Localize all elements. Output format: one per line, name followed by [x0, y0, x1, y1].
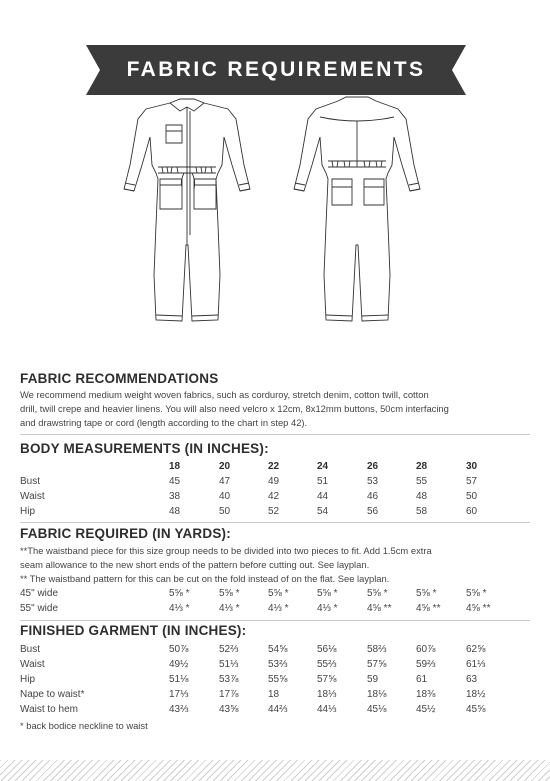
table-cell: 52 [268, 506, 280, 517]
table-cell: 60 [466, 506, 478, 517]
table-cell: 5⅝ * [268, 588, 289, 599]
table-cell: 17⅞ [219, 689, 239, 700]
table-cell: 59⅔ [416, 659, 436, 670]
table-cell: 18½ [466, 689, 486, 700]
table-cell: 4⅓ * [169, 603, 190, 614]
table-cell: 4⅓ * [268, 603, 289, 614]
table-cell: 43⅝ [219, 704, 239, 715]
section-divider [20, 522, 530, 523]
size-label: 18 [169, 461, 181, 472]
size-label: 26 [367, 461, 379, 472]
table-cell: 48 [416, 491, 428, 502]
table-cell: 63 [466, 674, 478, 685]
table-cell: 58⅔ [367, 644, 387, 655]
table-cell: 18 [268, 689, 280, 700]
row-label: 45" wide [20, 588, 59, 599]
size-label: 20 [219, 461, 231, 472]
table-cell: 55⅝ [268, 674, 288, 685]
table-cell: 4⅓ * [317, 603, 338, 614]
table-cell: 38 [169, 491, 181, 502]
table-row [20, 491, 530, 504]
table-cell: 57 [466, 476, 478, 487]
section-divider [20, 620, 530, 621]
table-cell: 53⅔ [268, 659, 288, 670]
table-cell: 18⅛ [367, 689, 387, 700]
row-label: Hip [20, 506, 36, 517]
table-cell: 5⅝ * [219, 588, 240, 599]
section-heading-fabric-recommendations: FABRIC RECOMMENDATIONS [20, 371, 219, 386]
table-row [20, 603, 530, 616]
table-cell: 50 [219, 506, 231, 517]
table-cell: 52⅔ [219, 644, 239, 655]
table-cell: 57⅝ [367, 659, 387, 670]
table-cell: 61⅓ [466, 659, 486, 670]
table-cell: 49 [268, 476, 280, 487]
fabric-required-note: ** The waistband pattern for this can be cut on the fold instead of on the flat. See layplan. [20, 573, 390, 584]
table-cell: 44⅓ [317, 704, 337, 715]
table-cell: 55 [416, 476, 428, 487]
table-cell: 17⅓ [169, 689, 189, 700]
table-cell: 44 [317, 491, 329, 502]
table-cell: 4⅝ ** [466, 603, 491, 614]
table-cell: 50 [466, 491, 478, 502]
row-label: Waist [20, 491, 45, 502]
table-row [20, 674, 530, 687]
table-cell: 4⅝ ** [416, 603, 441, 614]
size-header-row [20, 461, 530, 474]
finished-garment-footnote: * back bodice neckline to waist [20, 720, 148, 731]
table-cell: 43⅔ [169, 704, 189, 715]
table-row [20, 644, 530, 657]
table-cell: 44⅔ [268, 704, 288, 715]
recommendations-line: drill, twill crepe and heavier linens. You will also need velcro x 12cm, 8x12mm buttons, 50cm interfacing [20, 403, 449, 414]
page-title: FABRIC REQUIREMENTS [126, 58, 426, 81]
table-cell: 62⅝ [466, 644, 486, 655]
table-cell: 18⅜ [416, 689, 436, 700]
table-cell: 49½ [169, 659, 189, 670]
back-view-drawing [294, 97, 420, 321]
table-cell: 54 [317, 506, 329, 517]
table-cell: 61 [416, 674, 428, 685]
fabric-required-note: seam allowance to the new short ends of the pattern before cutting out. See layplan. [20, 559, 370, 570]
table-row [20, 476, 530, 489]
table-cell: 5⅝ * [317, 588, 338, 599]
section-divider [20, 434, 530, 435]
section-heading-body-measurements: BODY MEASUREMENTS (IN INCHES): [20, 441, 269, 456]
decorative-hatch-border [0, 760, 550, 781]
section-heading-finished-garment: FINISHED GARMENT (IN INCHES): [20, 623, 247, 638]
table-cell: 5⅝ * [416, 588, 437, 599]
front-view-drawing [124, 99, 250, 321]
table-cell: 5⅝ * [466, 588, 487, 599]
table-cell: 56⅛ [317, 644, 337, 655]
table-cell: 54⅝ [268, 644, 288, 655]
row-label: Hip [20, 674, 36, 685]
size-label: 22 [268, 461, 280, 472]
section-heading-fabric-required: FABRIC REQUIRED (IN YARDS): [20, 526, 231, 541]
fabric-required-note: **The waistband piece for this size group needs to be divided into two pieces to fit. Add 1.5cm extra [20, 545, 432, 556]
table-row [20, 506, 530, 519]
row-label: Bust [20, 476, 41, 487]
size-label: 30 [466, 461, 478, 472]
jumpsuit-illustration [110, 95, 440, 340]
table-row [20, 659, 530, 672]
table-cell: 45⅛ [367, 704, 387, 715]
size-label: 24 [317, 461, 329, 472]
row-label: Waist to hem [20, 704, 78, 715]
table-cell: 58 [416, 506, 428, 517]
table-cell: 57⅝ [317, 674, 337, 685]
table-cell: 53 [367, 476, 379, 487]
table-cell: 45⅝ [466, 704, 486, 715]
table-cell: 45½ [416, 704, 436, 715]
row-label: Nape to waist* [20, 689, 85, 700]
table-cell: 48 [169, 506, 181, 517]
table-cell: 5⅝ * [169, 588, 190, 599]
recommendations-line: We recommend medium weight woven fabrics, such as corduroy, stretch denim, cotton twill, cotton [20, 389, 429, 400]
table-cell: 4⅝ ** [367, 603, 392, 614]
table-cell: 60⅞ [416, 644, 436, 655]
table-row [20, 689, 530, 702]
table-cell: 40 [219, 491, 231, 502]
table-cell: 59 [367, 674, 379, 685]
table-cell: 51⅛ [169, 674, 189, 685]
table-row [20, 704, 530, 717]
row-label: Waist [20, 659, 45, 670]
table-cell: 42 [268, 491, 280, 502]
table-cell: 51⅓ [219, 659, 239, 670]
table-cell: 50⅞ [169, 644, 189, 655]
table-cell: 55⅔ [317, 659, 337, 670]
table-cell: 5⅝ * [367, 588, 388, 599]
table-cell: 46 [367, 491, 379, 502]
row-label: Bust [20, 644, 41, 655]
size-label: 28 [416, 461, 428, 472]
table-cell: 53⅞ [219, 674, 239, 685]
table-row [20, 588, 530, 601]
table-cell: 56 [367, 506, 379, 517]
table-cell: 47 [219, 476, 231, 487]
table-cell: 4⅓ * [219, 603, 240, 614]
recommendations-line: and drawstring tape or cord (length according to the chart in step 42). [20, 417, 308, 428]
table-cell: 51 [317, 476, 329, 487]
row-label: 55" wide [20, 603, 59, 614]
table-cell: 18⅓ [317, 689, 337, 700]
table-cell: 45 [169, 476, 181, 487]
